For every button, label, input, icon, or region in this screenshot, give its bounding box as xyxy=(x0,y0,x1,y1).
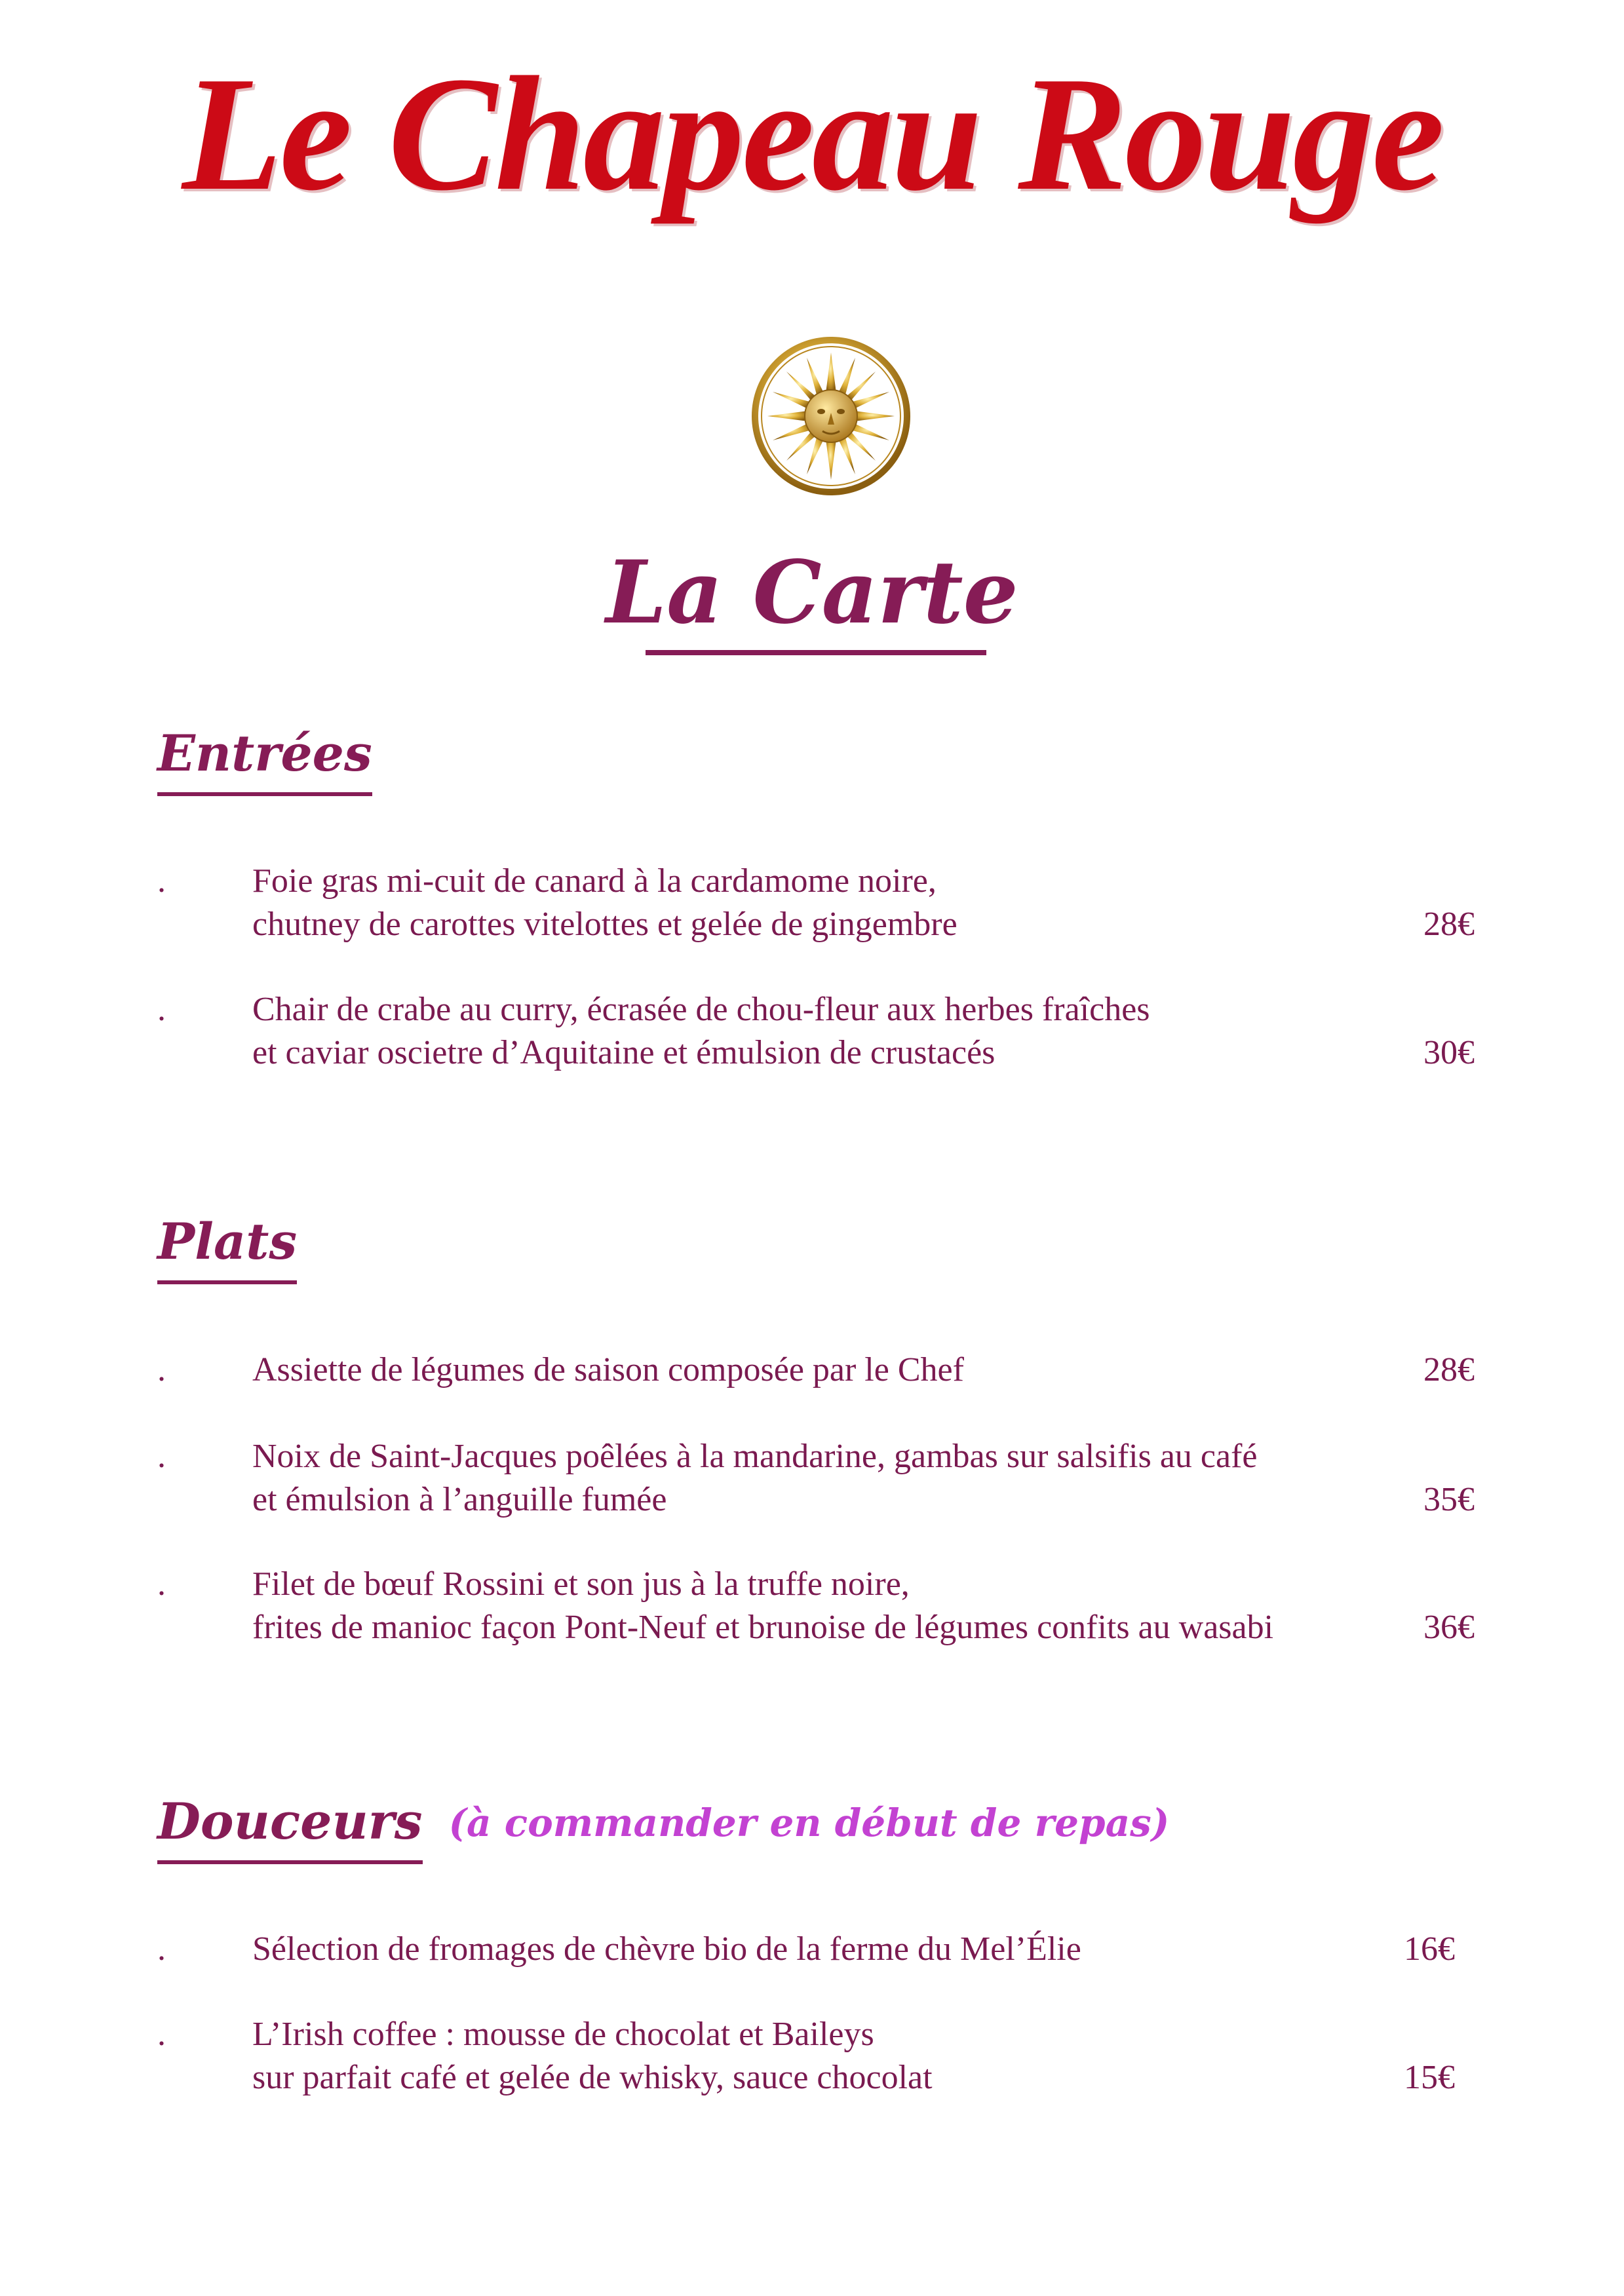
item-price: 35€ xyxy=(1423,1481,1475,1518)
item-price: 15€ xyxy=(1404,2059,1455,2096)
item-bullet: . xyxy=(157,991,166,1028)
item-bullet: . xyxy=(157,862,166,900)
item-price: 28€ xyxy=(1423,906,1475,943)
item-description: Noix de Saint-Jacques poêlées à la mandarine, gambas sur salsifis au café et émulsion à l’anguille fumée xyxy=(252,1438,1258,1518)
item-bullet: . xyxy=(157,1351,166,1388)
sun-king-emblem-icon xyxy=(749,334,913,498)
section-heading-douceurs: Douceurs (à commander en début de repas) xyxy=(157,1792,1169,1864)
item-bullet: . xyxy=(157,1438,166,1475)
section-note: (à commander en début de repas) xyxy=(448,1801,1170,1845)
menu-title: La Carte xyxy=(606,542,1018,643)
title-underline xyxy=(646,650,986,655)
item-bullet: . xyxy=(157,1930,166,1968)
restaurant-logo: Le Chapeau Rouge xyxy=(182,43,1442,225)
section-heading-entrees: Entrées xyxy=(157,724,372,796)
item-bullet: . xyxy=(157,1565,166,1603)
item-price: 16€ xyxy=(1404,1930,1455,1968)
item-description: Chair de crabe au curry, écrasée de chou-fleur aux herbes fraîches et caviar oscietre d’Aquitaine et émulsion de crustacés xyxy=(252,991,1150,1071)
item-description: L’Irish coffee : mousse de chocolat et Baileys sur parfait café et gelée de whisky, sauce chocolat xyxy=(252,2016,933,2096)
item-price: 28€ xyxy=(1423,1351,1475,1388)
item-description: Sélection de fromages de chèvre bio de la ferme du Mel’Élie xyxy=(252,1930,1081,1968)
item-description: Foie gras mi-cuit de canard à la cardamome noire, chutney de carottes vitelottes et gelée de gingembre xyxy=(252,862,957,943)
section-heading-plats: Plats xyxy=(157,1212,297,1284)
item-price: 30€ xyxy=(1423,1034,1475,1071)
item-description: Assiette de légumes de saison composée par le Chef xyxy=(252,1351,964,1388)
item-price: 36€ xyxy=(1423,1609,1475,1646)
item-description: Filet de bœuf Rossini et son jus à la truffe noire, frites de manioc façon Pont-Neuf et brunoise de légumes confits au wasabi xyxy=(252,1565,1274,1646)
item-bullet: . xyxy=(157,2016,166,2053)
